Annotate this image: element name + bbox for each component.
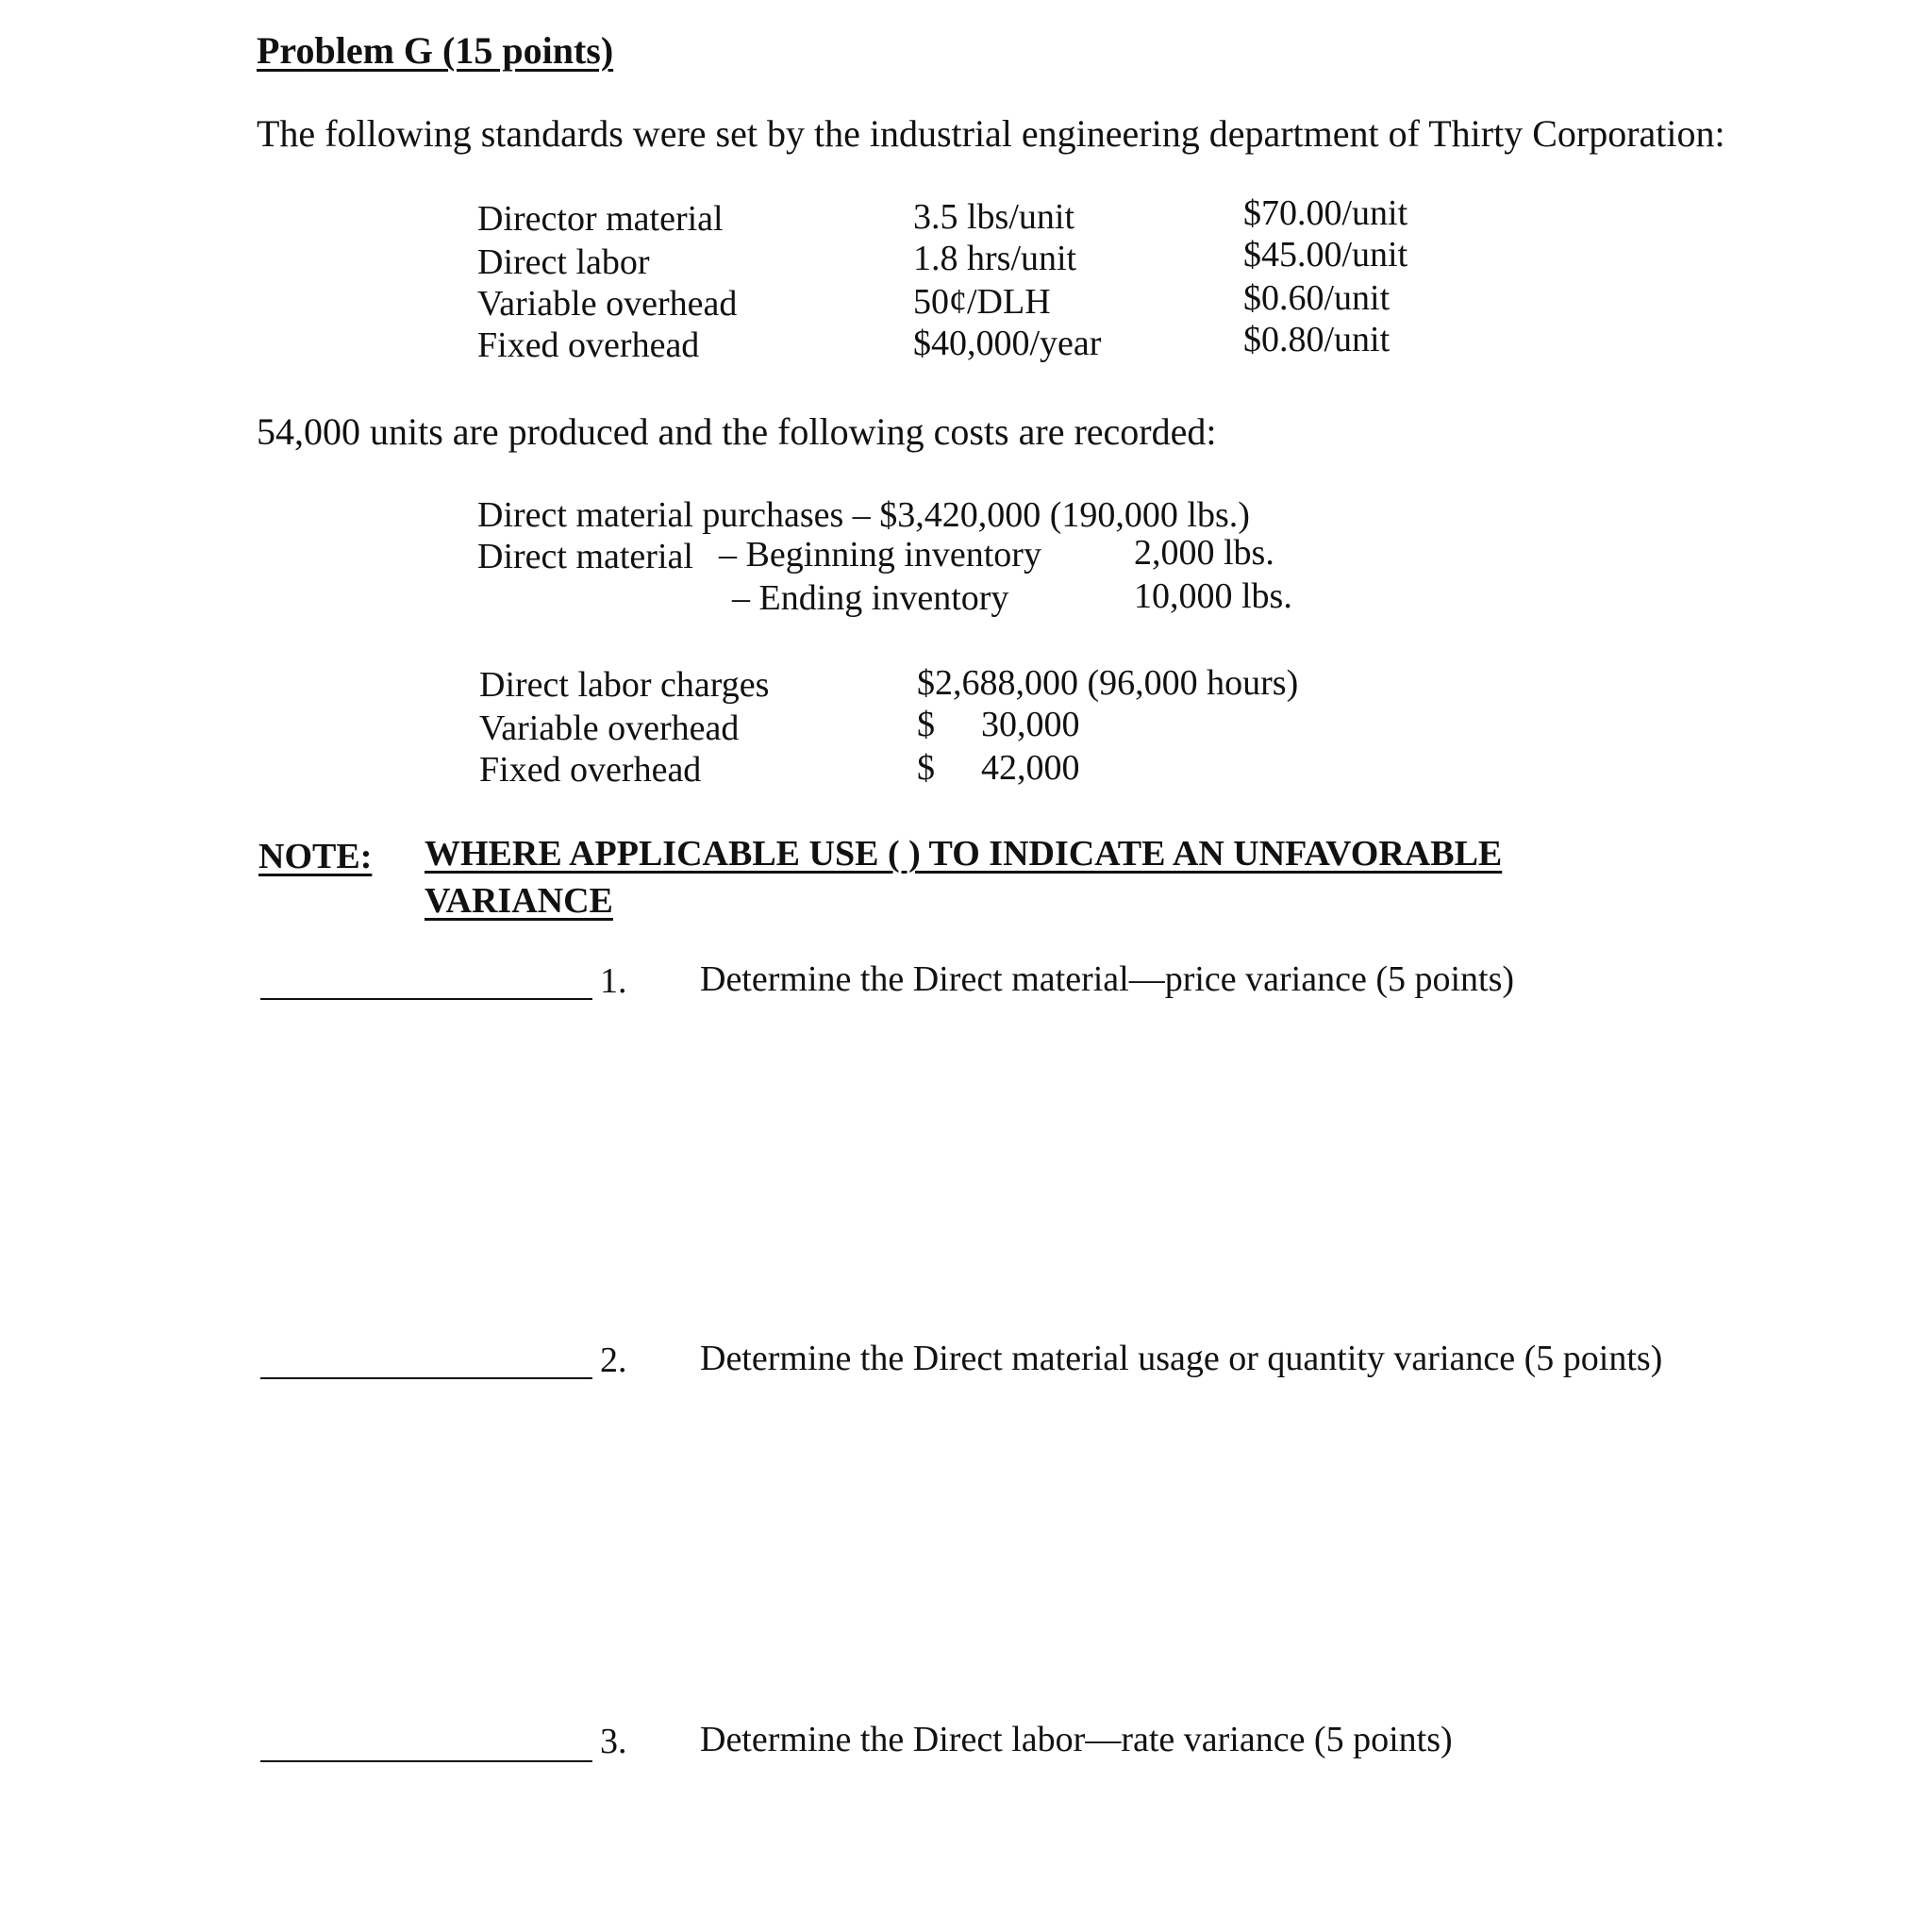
ending-inventory-label: – Ending inventory [732, 578, 1009, 618]
standard-item: Fixed overhead [477, 325, 700, 365]
problem-title: Problem G (15 points) [257, 29, 614, 72]
standard-quantity: $40,000/year [913, 324, 1102, 363]
answer-line[interactable] [260, 1377, 592, 1379]
beginning-inventory-value: 2,000 lbs. [1134, 533, 1274, 573]
standard-cost: $70.00/unit [1243, 193, 1408, 233]
standard-quantity: 3.5 lbs/unit [913, 197, 1075, 237]
question-number: 3. [600, 1722, 627, 1761]
ending-inventory-value: 10,000 lbs. [1134, 576, 1292, 616]
answer-line[interactable] [260, 1760, 592, 1762]
cost-label: Direct labor charges [479, 665, 770, 705]
standard-quantity: 1.8 hrs/unit [913, 239, 1077, 278]
production-text: 54,000 units are produced and the following costs are recorded: [257, 410, 1217, 453]
standard-item: Direct labor [477, 242, 650, 282]
standard-item: Director material [477, 199, 724, 239]
standard-quantity: 50¢/DLH [913, 282, 1051, 322]
cost-label: Fixed overhead [479, 750, 702, 790]
note-label: NOTE: [258, 837, 373, 876]
intro-text: The following standards were set by the industrial engineering department of Thirty Corporation: [257, 112, 1725, 155]
cost-label: Variable overhead [479, 708, 740, 748]
standard-item: Variable overhead [477, 284, 738, 324]
cost-currency: $ [917, 748, 935, 788]
question-number: 2. [600, 1341, 627, 1380]
cost-amount: 30,000 [981, 705, 1080, 744]
answer-line[interactable] [260, 998, 592, 1000]
material-inventory-label: Direct material [477, 537, 693, 576]
question-text: Determine the Direct material—price variance (5 points) [700, 959, 1515, 999]
standard-cost: $0.60/unit [1243, 278, 1391, 318]
standard-cost: $0.80/unit [1243, 320, 1391, 359]
cost-amount: 42,000 [981, 748, 1080, 788]
beginning-inventory-label: – Beginning inventory [719, 535, 1041, 575]
question-text: Determine the Direct material usage or quantity variance (5 points) [700, 1339, 1663, 1378]
question-text: Determine the Direct labor—rate variance (5 points) [700, 1720, 1453, 1759]
cost-amount: $2,688,000 (96,000 hours) [917, 663, 1299, 703]
material-purchases: Direct material purchases – $3,420,000 (190,000 lbs.) [477, 495, 1250, 535]
cost-currency: $ [917, 705, 935, 744]
question-number: 1. [600, 961, 627, 1001]
standard-cost: $45.00/unit [1243, 235, 1408, 275]
note-text: WHERE APPLICABLE USE ( ) TO INDICATE AN UNFAVORABLE VARIANCE [425, 834, 1503, 921]
